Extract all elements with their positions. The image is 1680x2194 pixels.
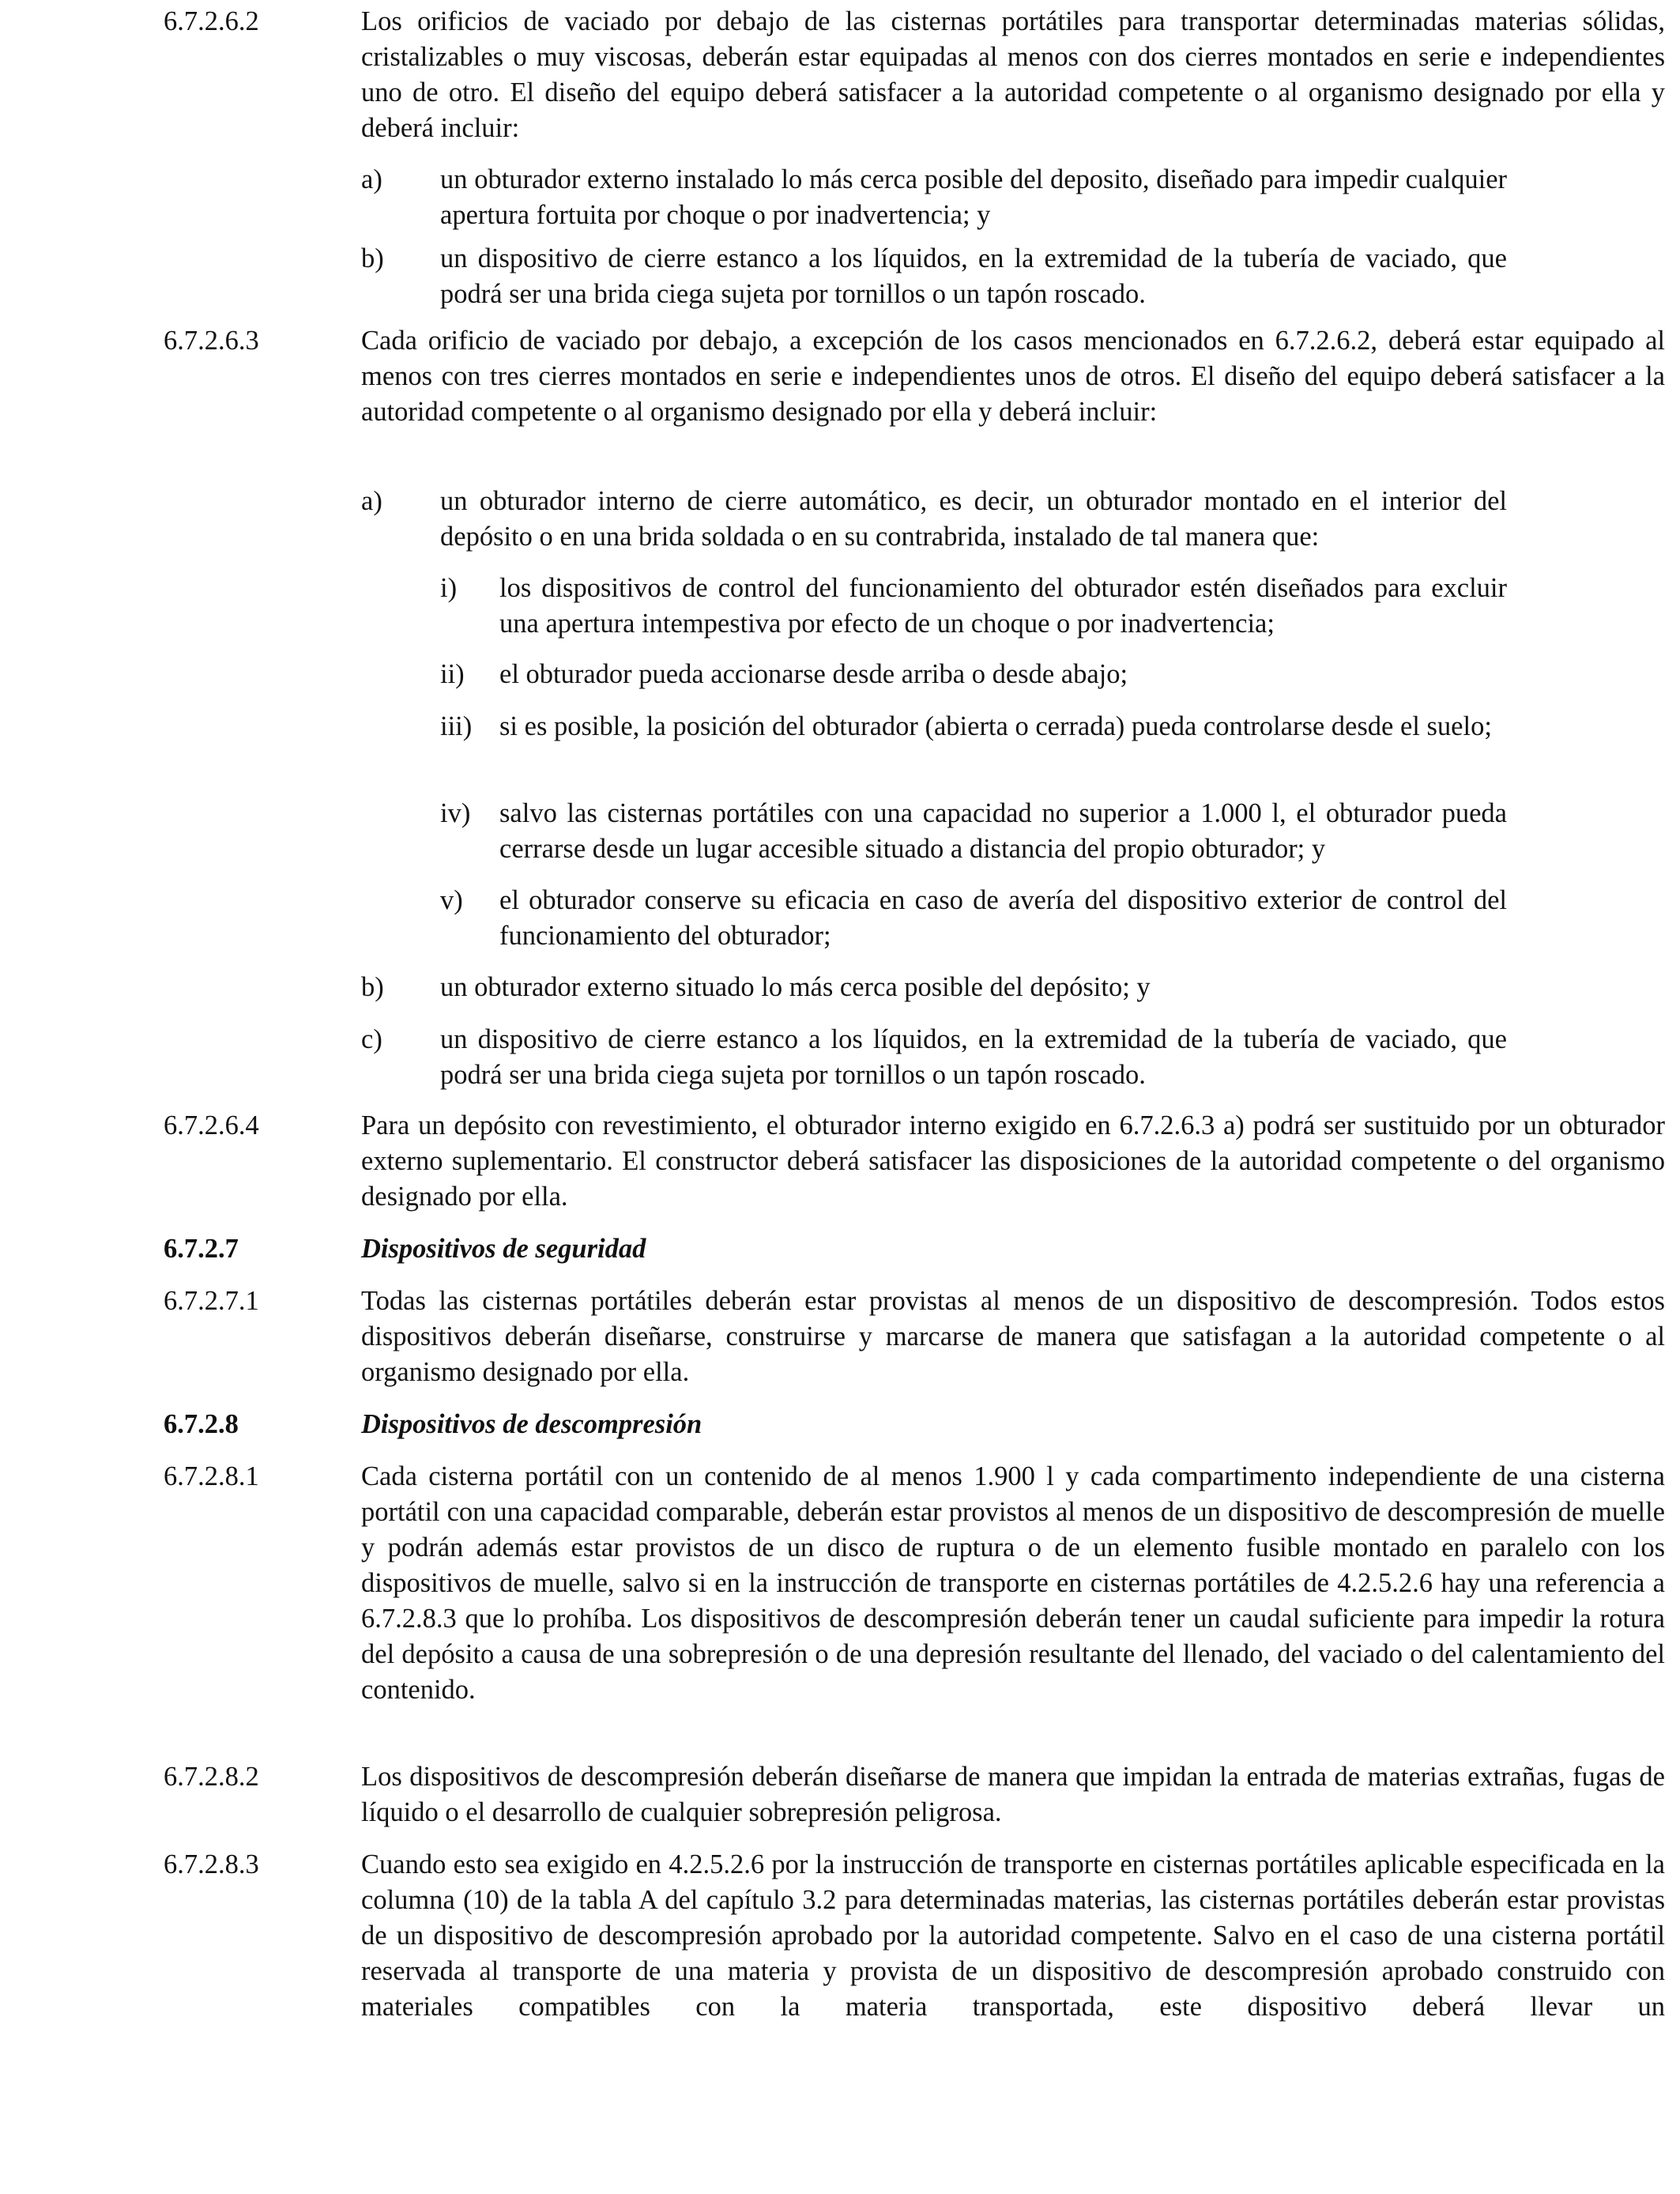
section-number: 6.7.2.8.3 [164,1849,259,1879]
list-text: un dispositivo de cierre estanco a los líquidos, en la extremidad de la tubería de vaciado, que podrá ser una brida ciega sujeta por tornillos o un tapón roscado. [440,243,1507,309]
section-text: Cada cisterna portátil con un contenido de al menos 1.900 l y cada compartimento independiente de una cisterna portátil con una capacidad comparable, deberán estar provistos al menos de un dispositivo de descompresión de muelle y podrán además estar provistos de un disco de ruptura o de un elemento fusible montado en paralelo con los dispositivos de muelle, salvo si en la instrucción de transporte en cisternas portátiles de 4.2.5.2.6 hay una referencia a 6.7.2.8.3 que lo prohíba. Los dispositivos de descompresión deberán tener un caudal suficiente para impedir la rotura del depósito a causa de una sobrepresión o de una depresión resultante del llenado, del vaciado o del calentamiento del contenido. [361,1461,1665,1705]
section-text: Cuando esto sea exigido en 4.2.5.2.6 por la instrucción de transporte en cisternas portátiles aplicable especificada en la columna (10) de la tabla A del capítulo 3.2 para determinadas materias, las cisternas portátiles deberán estar provistas de un dispositivo de descompresión aprobado por la autoridad competente. Salvo en el caso de una cisterna portátil reservada al transporte de una materia y provista de un dispositivo de descompresión aprobado construido con materiales compatibles con la materia transportada, este dispositivo deberá llevar un [361,1849,1665,2022]
list-text: si es posible, la posición del obturador (abierta o cerrada) pueda controlarse desde el suelo; [499,711,1492,741]
section-number: 6.7.2.6.3 [164,326,259,356]
section-text: Cada orificio de vaciado por debajo, a excepción de los casos mencionados en 6.7.2.6.2, deberá estar equipado al menos con tres cierres montados en serie e independientes unos de otros. El diseño del equipo deberá satisfacer a la autoridad competente o al organismo designado por ella y deberá incluir: [361,326,1665,427]
list-text: el obturador pueda accionarse desde arriba o desde abajo; [499,659,1128,689]
list-text: un dispositivo de cierre estanco a los líquidos, en la extremidad de la tubería de vaciado, que podrá ser una brida ciega sujeta por tornillos o un tapón roscado. [440,1024,1507,1090]
section-text: Los dispositivos de descompresión deberán diseñarse de manera que impidan la entrada de materias extrañas, fugas de líquido o el desarrollo de cualquier sobrepresión peligrosa. [361,1762,1665,1827]
list-label: ii) [440,659,465,689]
list-label: i) [440,573,458,603]
list-text: un obturador externo situado lo más cerca posible del depósito; y [440,972,1151,1002]
section-text: Para un depósito con revestimiento, el obturador interno exigido en 6.7.2.6.3 a) podrá ser sustituido por un obturador externo suplementario. El constructor deberá satisfacer las disposiciones de la autoridad competente o del organismo designado por ella. [361,1110,1665,1212]
list-label: c) [361,1024,382,1054]
section-text: Los orificios de vaciado por debajo de las cisternas portátiles para transportar determinadas materias sólidas, cristalizables o muy viscosas, deberán estar equipadas al menos con dos cierres montados en serie e independientes uno de otro. El diseño del equipo deberá satisfacer a la autoridad competente o al organismo designado por ella y deberá incluir: [361,6,1665,143]
section-title: Dispositivos de descompresión [361,1409,703,1439]
list-text: salvo las cisternas portátiles con una capacidad no superior a 1.000 l, el obturador pueda cerrarse desde un lugar accesible situado a distancia del propio obturador; y [499,798,1507,864]
section-number: 6.7.2.6.2 [164,6,259,36]
section-text: Todas las cisternas portátiles deberán estar provistas al menos de un dispositivo de descompresión. Todos estos dispositivos deberán diseñarse, construirse y marcarse de manera que satisfagan a la autoridad competente o al organismo designado por ella. [361,1286,1665,1387]
section-number: 6.7.2.7 [164,1234,239,1264]
section-number: 6.7.2.8.2 [164,1762,259,1792]
section-title: Dispositivos de seguridad [361,1234,646,1264]
list-label: iv) [440,798,471,828]
list-label: a) [361,486,382,516]
list-label: iii) [440,711,473,741]
list-text: un obturador externo instalado lo más cerca posible del deposito, diseñado para impedir cualquier apertura fortuita por choque o por inadvertencia; y [440,164,1507,230]
list-text: el obturador conserve su eficacia en caso de avería del dispositivo exterior de control del funcionamiento del obturador; [499,885,1507,951]
list-label: v) [440,885,463,915]
list-text: un obturador interno de cierre automático, es decir, un obturador montado en el interior del depósito o en una brida soldada o en su contrabrida, instalado de tal manera que: [440,486,1507,552]
section-number: 6.7.2.7.1 [164,1286,259,1316]
list-text: los dispositivos de control del funcionamiento del obturador estén diseñados para excluir una apertura intempestiva por efecto de un choque o por inadvertencia; [499,573,1507,639]
list-label: a) [361,164,382,194]
section-number: 6.7.2.6.4 [164,1110,259,1140]
list-label: b) [361,972,384,1002]
section-number: 6.7.2.8 [164,1409,239,1439]
list-label: b) [361,243,384,273]
section-number: 6.7.2.8.1 [164,1461,259,1491]
